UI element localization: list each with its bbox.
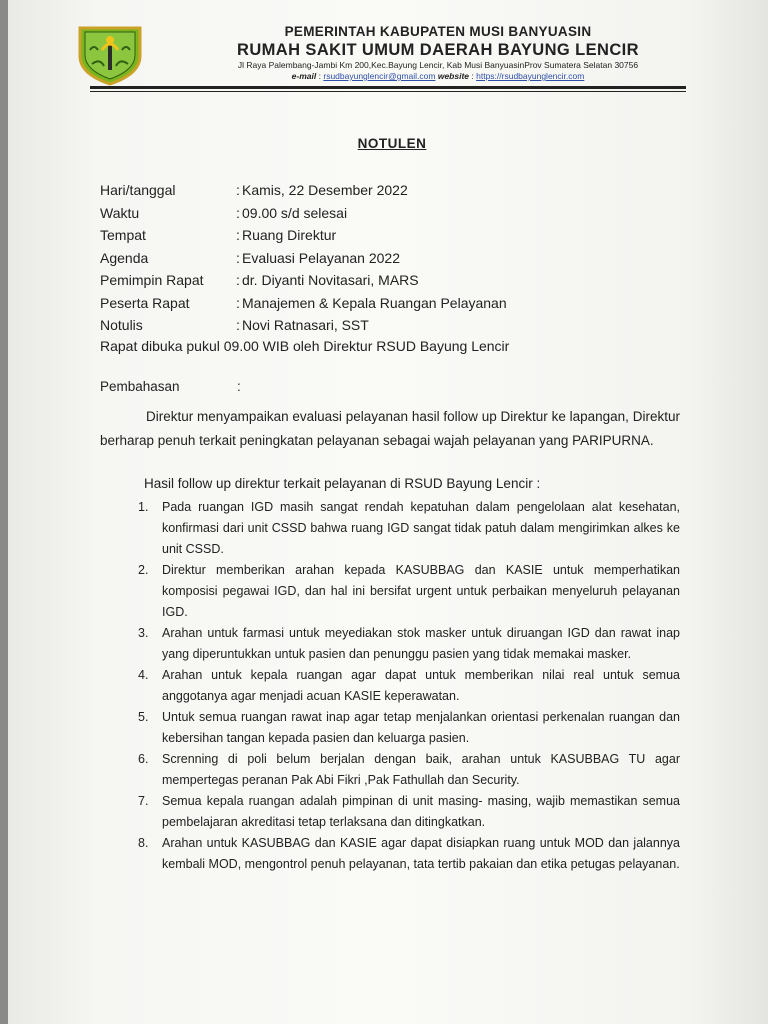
list-item-text: Arahan untuk kepala ruangan agar dapat untuk memberikan nilai real untuk semua anggotanya agar menjadi acuan KASIE keperawatan.: [162, 668, 680, 703]
meta-value: dr. Diyanti Novitasari, MARS: [242, 272, 419, 288]
meta-colon: :: [236, 182, 240, 198]
meta-row: [100, 248, 700, 271]
meta-row: [100, 203, 700, 226]
list-item: [138, 665, 680, 707]
meta-row: [100, 180, 700, 203]
list-item-number: 6.: [138, 752, 149, 766]
list-item-text: Arahan untuk farmasi untuk meyediakan stok masker untuk diruangan IGD dan rawat inap yang diperuntukkan untuk pasien dan penunggu pasien yang tidak memakai masker.: [162, 626, 680, 661]
opening-statement: Rapat dibuka pukul 09.00 WIB oleh Direktur RSUD Bayung Lencir: [100, 338, 510, 354]
meta-value: Manajemen & Kepala Ruangan Pelayanan: [242, 294, 507, 311]
meta-value: 09.00 s/d selesai: [242, 204, 348, 221]
list-item-number: 2.: [138, 563, 149, 577]
list-item: [138, 791, 680, 833]
list-item: [138, 749, 680, 791]
list-item: [138, 497, 680, 560]
discussion-paragraph: Direktur menyampaikan evaluasi pelayanan hasil follow up Direktur ke lapangan, Direktur berharap penuh terkait peningkatan pelayanan sebagai wajah pelayanan yang PARIPURNA.: [100, 409, 680, 448]
list-item: [138, 560, 680, 623]
meta-label: Hari/tanggal: [100, 182, 176, 198]
list-item: [138, 707, 680, 749]
hospital-address: Jl Raya Palembang-Jambi Km 200,Kec.Bayung Lencir, Kab Musi BanyuasinProv Sumatera Selatan 30756: [237, 60, 639, 70]
meta-label: Waktu: [100, 204, 140, 221]
contact-line: e-mail : rsudbayunglencir@gmail.com website : https://rsudbayunglencir.com: [291, 71, 585, 81]
document-page: [8, 0, 768, 1024]
meta-value: Novi Ratnasari, SST: [242, 317, 369, 333]
list-item-text: Direktur memberikan arahan kepada KASUBBAG dan KASIE untuk memperhatikan komposisi pegawai IGD, dan hal ini bersifat urgent untuk perbaikan menyeluruh pelayanan IGD.: [162, 563, 680, 619]
list-item-text: Untuk semua ruangan rawat inap agar tetap menjalankan orientasi perkenalan ruangan dan kebersihan tangan kepada pasien dan keluarga pasien.: [162, 710, 680, 745]
government-name: PEMERINTAH KABUPATEN MUSI BANYUASIN: [284, 24, 592, 39]
list-item-number: 5.: [138, 710, 149, 724]
website-label: website: [437, 71, 470, 81]
list-item-text: Screnning di poli belum berjalan dengan baik, arahan untuk KASUBBAG TU agar mempertegas peranan Pak Abi Fikri ,Pak Fathullah dan Security.: [162, 752, 680, 787]
letterhead-divider: [90, 86, 686, 89]
list-item-number: 3.: [138, 626, 149, 640]
website-link[interactable]: https://rsudbayunglencir.com: [476, 71, 585, 81]
letterhead-divider-thin: [90, 91, 686, 92]
document-title: NOTULEN: [357, 136, 427, 151]
list-item-number: 1.: [138, 500, 149, 514]
meta-colon: :: [236, 227, 240, 243]
meeting-details: [100, 180, 700, 338]
list-item: [138, 833, 680, 875]
meta-colon: :: [236, 294, 240, 311]
meta-label: Tempat: [100, 227, 146, 243]
meta-row: [100, 270, 700, 293]
meta-label: Pemimpin Rapat: [100, 272, 204, 288]
meta-colon: :: [236, 249, 240, 266]
list-item-number: 4.: [138, 668, 149, 682]
discussion-label: Pembahasan: [100, 379, 180, 394]
list-item: [138, 623, 680, 665]
meta-value: Kamis, 22 Desember 2022: [242, 182, 408, 198]
meta-label: Peserta Rapat: [100, 294, 190, 311]
meta-label: Agenda: [100, 249, 149, 266]
regency-logo-icon: [74, 20, 146, 86]
hospital-name: RUMAH SAKIT UMUM DAERAH BAYUNG LENCIR: [237, 41, 639, 59]
discussion-heading: [100, 379, 241, 394]
meta-label: Notulis: [100, 317, 143, 333]
meta-colon: :: [236, 272, 240, 288]
list-item-text: Pada ruangan IGD masih sangat rendah kepatuhan dalam pengelolaan alat kesehatan, konfirmasi dari unit CSSD bahwa ruang IGD sangat tidak patuh dalam mengirimkan alkes ke unit CSSD.: [162, 500, 680, 556]
meta-row: [100, 315, 700, 338]
meta-colon: :: [236, 317, 240, 333]
letterhead: [148, 24, 728, 82]
meta-colon: :: [236, 204, 240, 221]
meta-value: Ruang Direktur: [242, 227, 337, 243]
list-item-text: Semua kepala ruangan adalah pimpinan di unit masing- masing, wajib memastikan semua pembelajaran akreditasi tetap terlaksana dan ditingkatkan.: [162, 794, 680, 829]
meta-value: Evaluasi Pelayanan 2022: [242, 249, 401, 266]
email-label: e-mail: [291, 71, 317, 81]
followup-intro: Hasil follow up direktur terkait pelayanan di RSUD Bayung Lencir :: [144, 476, 541, 491]
list-item-number: 7.: [138, 794, 149, 808]
list-item-text: Arahan untuk KASUBBAG dan KASIE agar dapat disiapkan ruang untuk MOD dan jalannya kembali MOD, mengontrol penuh pelayanan, tata tertib pakaian dan etika petugas pelayanan.: [162, 836, 680, 871]
meta-row: [100, 293, 700, 316]
list-item-number: 8.: [138, 836, 149, 850]
meta-row: [100, 225, 700, 248]
email-link[interactable]: rsudbayunglencir@gmail.com: [323, 71, 436, 81]
discussion-colon: :: [237, 379, 241, 394]
followup-list: [138, 497, 680, 875]
